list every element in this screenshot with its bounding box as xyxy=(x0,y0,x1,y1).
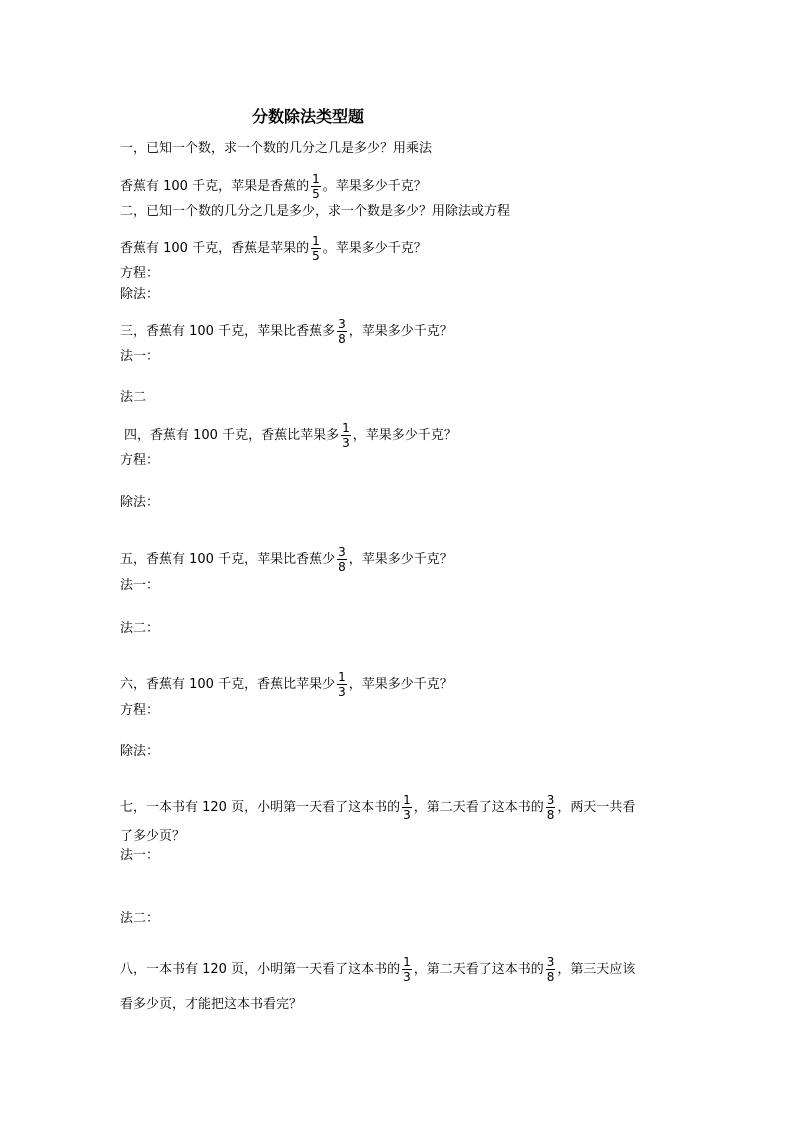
section-2-heading: 二，已知一个数的几分之几是多少，求一个数是多少？用除法或方程 xyxy=(120,204,511,219)
fraction xyxy=(546,955,556,984)
question-text: 香蕉有 100 千克，苹果是香蕉的 xyxy=(120,179,310,194)
question-text: 香蕉有 100 千克，香蕉是苹果的 xyxy=(120,241,310,256)
question-text: 。苹果多少千克？ xyxy=(322,241,427,256)
fraction xyxy=(337,317,347,346)
question-text: ，两天一共看 xyxy=(557,800,636,815)
fraction-denominator: 8 xyxy=(338,332,346,346)
section-2-question xyxy=(120,234,427,263)
fraction-numerator: 1 xyxy=(312,234,320,248)
question-text: ，苹果多少千克？ xyxy=(348,677,453,692)
fraction-denominator: 3 xyxy=(403,808,411,822)
fraction xyxy=(402,793,412,822)
question-text: 七，一本书有 120 页，小明第一天看了这本书的 xyxy=(120,800,401,815)
section-1-question xyxy=(120,172,427,201)
section-4-label-division: 除法： xyxy=(120,495,160,510)
fraction-denominator: 5 xyxy=(312,187,320,201)
section-7-question xyxy=(120,793,635,822)
question-text: ，第二天看了这本书的 xyxy=(413,962,544,977)
section-5-question xyxy=(120,545,453,574)
fraction-denominator: 8 xyxy=(546,970,555,984)
fraction-numerator: 1 xyxy=(403,793,411,807)
fraction-numerator: 1 xyxy=(342,421,350,435)
section-1-heading: 一，已知一个数，求一个数的几分之几是多少？用乘法 xyxy=(120,141,433,156)
section-3-label-method-1: 法一： xyxy=(120,349,160,364)
section-5-label-method-1: 法一： xyxy=(120,578,160,593)
fraction-numerator: 3 xyxy=(546,793,555,807)
question-text: ，苹果多少千克？ xyxy=(348,324,453,339)
fraction xyxy=(337,545,347,574)
section-4-question xyxy=(124,421,457,450)
section-6-label-division: 除法： xyxy=(120,744,160,759)
fraction-numerator: 1 xyxy=(338,670,346,684)
question-text: 。苹果多少千克？ xyxy=(322,179,427,194)
question-text: 六，香蕉有 100 千克，香蕉比苹果少 xyxy=(120,677,336,692)
section-4-label-equation: 方程： xyxy=(120,453,160,468)
section-3-question xyxy=(120,317,453,346)
fraction xyxy=(311,172,321,201)
question-text: 四，香蕉有 100 千克，香蕉比苹果多 xyxy=(124,428,340,443)
fraction-denominator: 8 xyxy=(338,560,346,574)
section-3-label-method-2: 法二 xyxy=(120,390,147,405)
fraction-numerator: 1 xyxy=(312,172,320,186)
fraction-denominator: 3 xyxy=(403,970,411,984)
fraction xyxy=(311,234,321,263)
question-text: ，第二天看了这本书的 xyxy=(413,800,544,815)
question-text: ，苹果多少千克？ xyxy=(352,428,457,443)
fraction xyxy=(546,793,556,822)
question-text: 五，香蕉有 100 千克，苹果比香蕉少 xyxy=(120,552,336,567)
section-2-label-division: 除法： xyxy=(120,287,160,302)
section-5-label-method-2: 法二： xyxy=(120,621,160,636)
fraction-denominator: 3 xyxy=(342,436,350,450)
section-6-label-equation: 方程： xyxy=(120,703,160,718)
section-7-question-continued: 了多少页？ xyxy=(120,829,186,844)
section-7-label-method-1: 法一： xyxy=(120,848,160,863)
section-6-question xyxy=(120,670,453,699)
fraction-numerator: 1 xyxy=(403,955,411,969)
section-2-label-equation: 方程： xyxy=(120,266,160,281)
section-7-label-method-2: 法二： xyxy=(120,911,160,926)
question-text: ，苹果多少千克？ xyxy=(348,552,453,567)
page-title: 分数除法类型题 xyxy=(252,107,365,126)
question-text: ，第三天应该 xyxy=(557,962,636,977)
fraction-denominator: 8 xyxy=(546,808,555,822)
section-8-question-continued: 看多少页，才能把这本书看完？ xyxy=(120,997,303,1012)
question-text: 八，一本书有 120 页，小明第一天看了这本书的 xyxy=(120,962,401,977)
fraction xyxy=(337,670,347,699)
question-text: 三，香蕉有 100 千克，苹果比香蕉多 xyxy=(120,324,336,339)
section-8-question xyxy=(120,955,635,984)
fraction-numerator: 3 xyxy=(338,545,346,559)
fraction-denominator: 3 xyxy=(338,685,346,699)
fraction-numerator: 3 xyxy=(546,955,555,969)
fraction xyxy=(341,421,351,450)
fraction xyxy=(402,955,412,984)
fraction-numerator: 3 xyxy=(338,317,346,331)
fraction-denominator: 5 xyxy=(312,249,320,263)
